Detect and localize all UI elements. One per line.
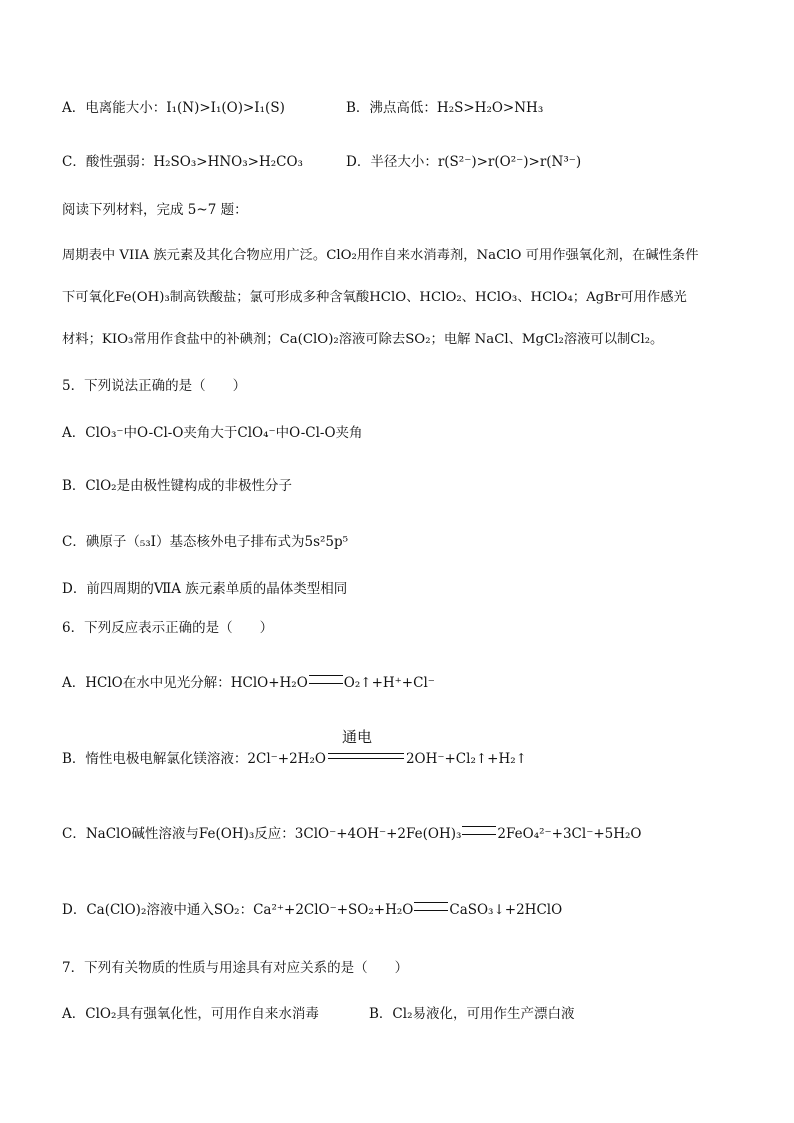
q6-option-a	[62, 673, 435, 693]
q6-option-b	[62, 728, 527, 769]
q5-stem: 5．下列说法正确的是（ ）	[62, 378, 247, 394]
reading-intro: 阅读下列材料，完成 5~7 题：	[62, 202, 248, 218]
q7-stem: 7．下列有关物质的性质与用途具有对应关系的是（ ）	[62, 960, 409, 976]
q4-option-b-expr: H₂S>H₂O>NH₃	[436, 100, 544, 116]
q4-option-d	[346, 152, 581, 172]
q4-option-b	[346, 98, 543, 118]
q5-option-d: D．前四周期的ⅦA 族元素单质的晶体类型相同	[62, 581, 348, 597]
q6-b-reactants: B．惰性电极电解氯化镁溶液：2Cl⁻+2H₂O	[62, 751, 326, 767]
q4-option-a-label: A．电离能大小：	[62, 100, 167, 116]
q5-option-c: C．碘原子（₅₃I）基态核外电子排布式为5s²5p⁵	[62, 534, 349, 550]
q6-a-products: O₂↑+H⁺+Cl⁻	[343, 675, 435, 691]
reading-line-2: 下可氧化Fe(OH)₃制高铁酸盐；氯可形成多种含氧酸HClO、HClO₂、HClO₃、HClO₄；AgBr可用作感光	[62, 290, 687, 305]
q6-d-products: CaSO₃↓+2HClO	[449, 902, 563, 918]
reading-line-3: 材料；KIO₃常用作食盐中的补碘剂；Ca(ClO)₂溶液可除去SO₂；电解 NaCl、MgCl₂溶液可以制Cl₂。	[62, 332, 664, 347]
q6-option-d	[62, 900, 562, 920]
q4-option-c-expr: H₂SO₃>HNO₃>H₂CO₃	[153, 154, 303, 170]
q4-option-a-expr: I₁(N)>I₁(O)>I₁(S)	[166, 100, 285, 116]
equals-sign-icon	[414, 902, 448, 911]
q4-option-d-expr: r(S²⁻)>r(O²⁻)>r(N³⁻)	[437, 154, 582, 170]
q6-c-reactants: C．NaClO碱性溶液与Fe(OH)₃反应：3ClO⁻+4OH⁻+2Fe(OH)₃	[62, 826, 462, 842]
q4-option-b-label: B．沸点高低：	[346, 100, 437, 116]
equals-sign-icon	[462, 826, 496, 835]
q5-option-b: B．ClO₂是由极性键构成的非极性分子	[62, 478, 293, 494]
q6-b-products: 2OH⁻+Cl₂↑+H₂↑	[405, 751, 527, 767]
q6-d-reactants: D．Ca(ClO)₂溶液中通入SO₂：Ca²⁺+2ClO⁻+SO₂+H₂O	[62, 902, 414, 918]
electrolysis-condition	[328, 728, 404, 761]
q7-option-b: B．Cl₂易液化，可用作生产漂白液	[369, 1006, 575, 1022]
equals-sign-icon	[328, 753, 404, 759]
q6-stem: 6．下列反应表示正确的是（ ）	[62, 620, 274, 636]
q4-option-c-label: C．酸性强弱：	[62, 154, 154, 170]
q5-option-a: A．ClO₃⁻中O-Cl-O夹角大于ClO₄⁻中O-Cl-O夹角	[62, 425, 363, 441]
q6-c-products: 2FeO₄²⁻+3Cl⁻+5H₂O	[497, 826, 642, 842]
equals-sign-icon	[309, 675, 343, 684]
reading-line-1: 周期表中 VIIA 族元素及其化合物应用广泛。ClO₂用作自来水消毒剂，NaClO 可用作强氧化剂，在碱性条件	[62, 248, 699, 263]
q6-option-c	[62, 824, 641, 844]
q6-a-reactants: A．HClO在水中见光分解：HClO+H₂O	[62, 675, 308, 691]
q4-option-a	[62, 98, 285, 118]
q7-option-a: A．ClO₂具有强氧化性，可用作自来水消毒	[62, 1006, 319, 1022]
q4-option-c	[62, 152, 303, 172]
condition-label: 通电	[341, 728, 372, 746]
q4-option-d-label: D．半径大小：	[346, 154, 438, 170]
